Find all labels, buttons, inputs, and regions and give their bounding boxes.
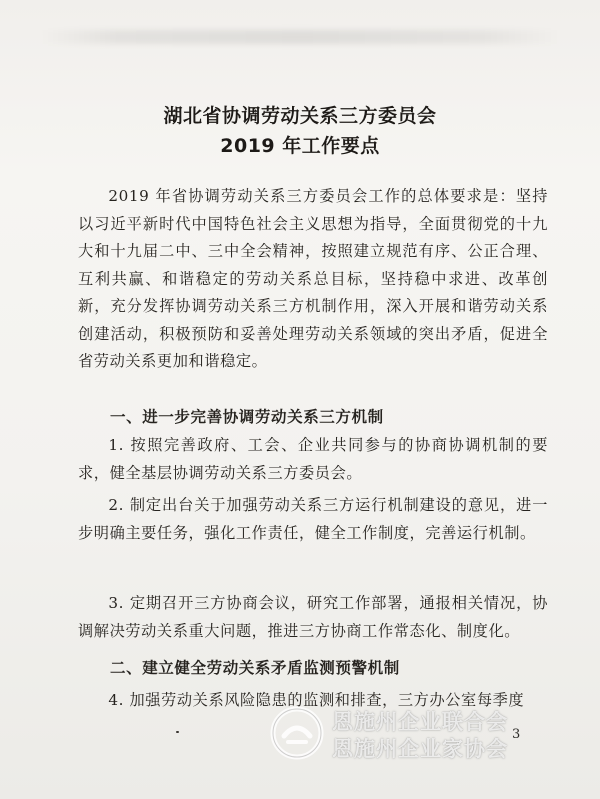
intro-paragraph: 2019 年省协调劳动关系三方委员会工作的总体要求是：坚持以习近平新时代中国特色社会主义思想为指导，全面贯彻党的十九大和十九届二中、三中全会精神，按照建立规范有序、公正合理、互利共赢、和谐稳定的劳动关系总目标，坚持稳中求进、改革创新，充分发挥协调劳动关系三方机制作用，深入开展和谐劳动关系创建活动，积极预防和妥善处理劳动关系领域的突出矛盾，促进全省劳动关系更加和谐稳定。: [78, 187, 548, 370]
bleed-through-shadow: [40, 30, 560, 44]
document-subtitle: 2019 年工作要点: [220, 135, 380, 157]
section-heading-2: 二、建立健全劳动关系矛盾监测预警机制: [110, 659, 400, 677]
watermark-line-2: 恩施州企业家协会: [332, 737, 508, 761]
item-3-paragraph: 3. 定期召开三方协商会议，研究工作部署，通报相关情况，协调解决劳动关系重大问题，推进三方协商工作常态化、制度化。: [78, 594, 548, 640]
page-number: 3: [512, 727, 521, 742]
watermark-line-1: 恩施州企业联合会: [332, 710, 508, 734]
document-title: 湖北省协调劳动关系三方委员会: [163, 105, 437, 127]
item-1-paragraph: 1. 按照完善政府、工会、企业共同参与的协商协调机制的要求，健全基层协调劳动关系三方委员会。: [78, 436, 548, 482]
ink-speck: [176, 731, 179, 733]
item-4-paragraph: 4. 加强劳动关系风险隐患的监测和排查，三方办公室每季度: [108, 691, 525, 709]
section-heading-1: 一、进一步完善协调劳动关系三方机制: [110, 408, 384, 426]
item-2-paragraph: 2. 制定出台关于加强劳动关系三方运行机制建设的意见，进一步明确主要任务，强化工作责任，健全工作制度，完善运行机制。: [78, 496, 548, 542]
